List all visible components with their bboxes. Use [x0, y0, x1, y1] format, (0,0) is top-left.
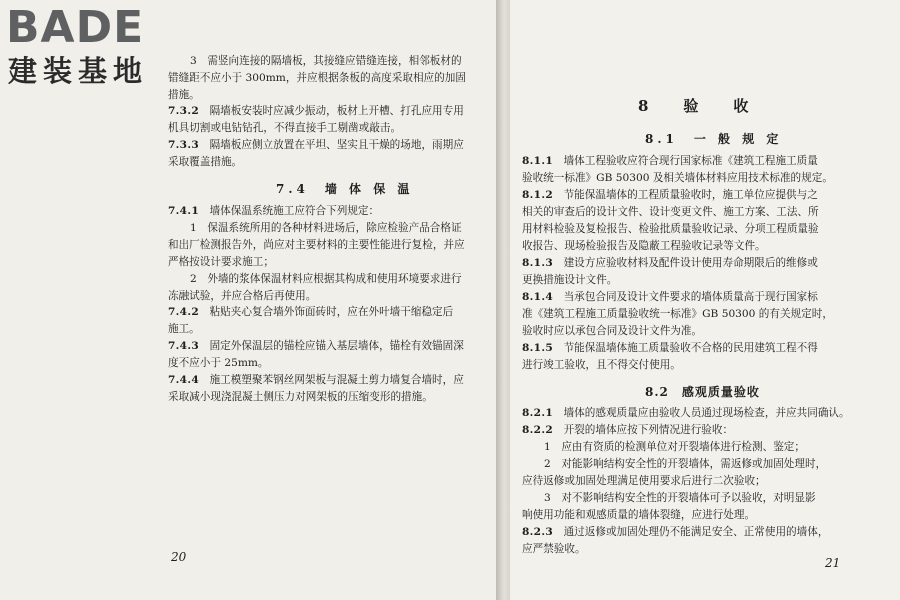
section-title-8-1: 8.1 一 般 规 定 — [645, 132, 783, 146]
clause-7-4-2-line-2: 施工。 — [168, 323, 200, 335]
right-page — [510, 0, 900, 600]
clause-8-2-2-item-3-line-1: 3 对不影响结构安全性的开裂墙体可予以验收，对明显影 — [544, 492, 816, 504]
clause-number: 8.1.5 — [522, 342, 553, 354]
clause-number: 7.4.4 — [168, 374, 199, 386]
clause-8-2-2-item-1: 1 应由有资质的检测单位对开裂墙体进行检测、鉴定； — [544, 441, 805, 453]
clause-text: 节能保温墙体的工程质量验收时，施工单位应提供与之 — [563, 189, 818, 201]
clause-8-2-3 — [522, 524, 828, 542]
clause-8-1-3-line-2: 更换措施设计文件。 — [522, 274, 618, 286]
clause-7-3-3 — [168, 137, 464, 155]
clause-7-4-2 — [168, 304, 453, 322]
clause-text: 墙体保温系统施工应符合下列规定： — [209, 205, 380, 217]
clause-text: 墙体工程验收应符合现行国家标准《建筑工程施工质量 — [563, 155, 818, 167]
clause-8-1-2 — [522, 187, 818, 205]
clause-7-4-1-item-1-line-1: 1 保温系统所用的各种材料进场后，除应检验产品合格证 — [190, 222, 462, 234]
clause-8-2-2-item-3-line-2: 响使用功能和观感质量的墙体裂缝，应进行处理。 — [522, 509, 756, 521]
clause-8-1-3 — [522, 255, 818, 273]
clause-number: 8.1.4 — [522, 291, 553, 303]
clause-8-2-2-item-2-line-2: 应待返修或加固处理满足使用要求后进行二次验收； — [522, 475, 766, 487]
clause-7-4-1-item-2-line-2: 冻融试验，并应合格后再使用。 — [168, 290, 317, 302]
clause-7-4-4-line-2: 采取减小现浇混凝土侧压力对网架板的压缩变形的措施。 — [168, 391, 433, 403]
clause-number: 8.1.3 — [522, 257, 553, 269]
clause-8-1-4-line-2: 准《建筑工程施工质量验收统一标准》GB 50300 的有关规定时， — [522, 308, 833, 320]
clause-7-4-3-line-2: 度不应小于 25mm。 — [168, 357, 269, 369]
clause-8-1-1-line-2: 验收统一标准》GB 50300 及相关墙体材料应用技术标准的规定。 — [522, 172, 833, 184]
clause-7-4-1 — [168, 203, 379, 221]
clause-number: 7.4.3 — [168, 340, 199, 352]
clause-text: 隔墙板应侧立放置在平坦、坚实且干燥的场地，雨期应 — [209, 139, 464, 151]
clause-number: 8.2.3 — [522, 526, 553, 538]
clause-8-2-2 — [522, 422, 733, 440]
clause-8-1-4-line-3: 验收时应以承包合同及设计文件为准。 — [522, 325, 703, 337]
clause-text: 固定外保温层的锚栓应锚入基层墙体，锚栓有效锚固深 — [209, 340, 464, 352]
clause-number: 7.4.1 — [168, 205, 199, 217]
clause-number: 8.2.2 — [522, 424, 553, 436]
section-title-8-2: 8.2 感观质量验收 — [645, 385, 760, 399]
clause-8-2-3-line-2: 应严禁验收。 — [522, 543, 586, 555]
clause-7-4-3 — [168, 338, 464, 356]
clause-7-4-1-item-1-line-2: 和出厂检测报告外，尚应对主要材料的主要性能进行复检，并应 — [168, 239, 465, 251]
clause-text: 开裂的墙体应按下列情况进行验收： — [563, 424, 734, 436]
clause-8-1-2-line-2: 相关的审查后的设计文件、设计变更文件、施工方案、工法、所 — [522, 206, 819, 218]
clause-number: 8.1.2 — [522, 189, 553, 201]
clause-8-2-2-item-2-line-1: 2 对能影响结构安全性的开裂墙体，需返修或加固处理时， — [544, 458, 827, 470]
item-3-line-2: 错缝距不应小于 300mm，并应根据条板的高度采取相应的加固 — [168, 72, 466, 84]
page-number-left: 20 — [171, 550, 187, 564]
clause-7-4-1-item-1-line-3: 严格按设计要求施工； — [168, 256, 274, 268]
clause-8-1-5 — [522, 340, 818, 358]
bade-logo — [6, 4, 178, 94]
clause-8-1-5-line-2: 进行竣工验收，且不得交付使用。 — [522, 359, 681, 371]
clause-number: 8.2.1 — [522, 407, 553, 419]
clause-8-1-4 — [522, 289, 818, 307]
logo-wordmark: BADE — [6, 2, 145, 53]
clause-8-1-1 — [522, 153, 818, 171]
clause-text: 建设方应验收材料及配件设计使用寿命期限后的维修或 — [563, 257, 818, 269]
clause-7-3-2-line-2: 机具切割或电钻钻孔，不得直接手工剔凿或敲击。 — [168, 122, 402, 134]
clause-text: 粘贴夹心复合墙外饰面砖时，应在外叶墙干缩稳定后 — [209, 306, 454, 318]
clause-8-2-1 — [522, 405, 850, 423]
logo-subtitle: 建装基地 — [8, 54, 149, 88]
clause-number: 8.1.1 — [522, 155, 553, 167]
clause-8-1-2-line-3: 用材料检验及复检报告、检验批质量验收记录、分项工程质量验 — [522, 223, 819, 235]
item-3-line-3: 措施。 — [168, 89, 200, 101]
section-title-7-4: 7.4 墙 体 保 温 — [276, 182, 414, 196]
item-3-line-1: 3 需竖向连接的隔墙板，其接缝应错缝连接，相邻板材的 — [190, 55, 462, 67]
clause-text: 墙体的感观质量应由验收人员通过现场检查，并应共同确认。 — [563, 407, 850, 419]
clause-7-3-2 — [168, 103, 464, 121]
clause-text: 隔墙板安装时应减少振动，板材上开槽、打孔应用专用 — [209, 105, 464, 117]
clause-7-4-4 — [168, 372, 464, 390]
page-number-right: 21 — [825, 556, 841, 570]
clause-number: 7.3.3 — [168, 139, 199, 151]
clause-text: 通过返修或加固处理仍不能满足安全、正常使用的墙体， — [563, 526, 829, 538]
clause-text: 当承包合同及设计文件要求的墙体质量高于现行国家标 — [563, 291, 818, 303]
clause-text: 施工模塑聚苯钢丝网架板与混凝土剪力墙复合墙时，应 — [209, 374, 464, 386]
chapter-title-8: 8 验 收 — [638, 97, 759, 115]
clause-7-3-3-line-2: 采取覆盖措施。 — [168, 156, 243, 168]
clause-8-1-2-line-4: 收报告、现场检验报告及隐蔽工程验收记录等文件。 — [522, 240, 766, 252]
clause-text: 节能保温墙体施工质量验收不合格的民用建筑工程不得 — [563, 342, 818, 354]
clause-number: 7.3.2 — [168, 105, 199, 117]
clause-7-4-1-item-2-line-1: 2 外墙的浆体保温材料应根据其构成和使用环境要求进行 — [190, 273, 462, 285]
clause-number: 7.4.2 — [168, 306, 199, 318]
